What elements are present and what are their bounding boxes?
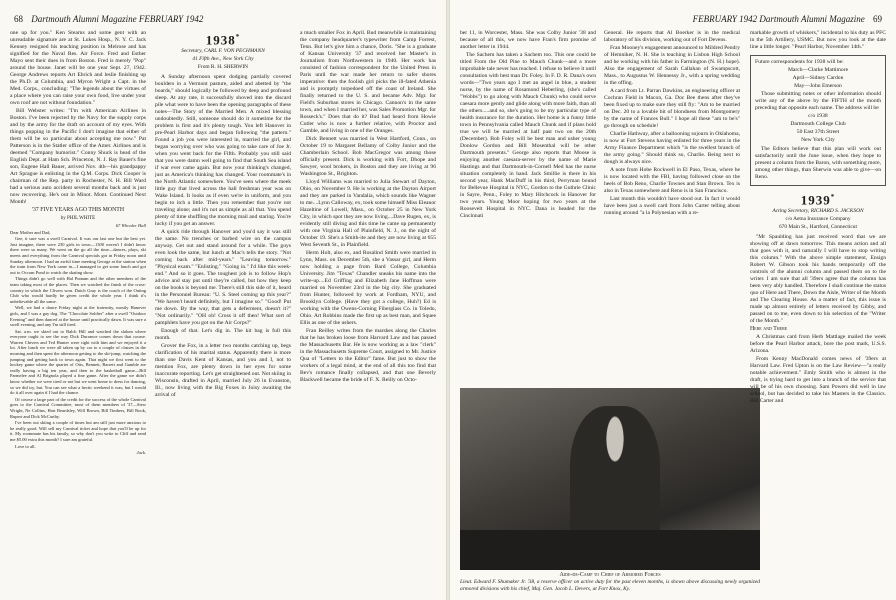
paragraph: A note from Hobe Rockwell in El Paso, Texas, where he is now located with the FBI, having followed close on the heels of Bob Reno, Charlie Townes and Stan Brown. Tex is also in Texas somewhere and Reno is in San Francisco.	[604, 167, 740, 194]
left-page-number: 68	[14, 14, 23, 24]
paragraph: a much smaller Fox in April. Bud meanwhile is maintaining the company headquarter's typewriter from Camp Forrest, Tenn. But let's give him a chance, Doris. "She is a graduate of Kansas University '37 and received her Master's in Journalism from Northwestern in 1940. Her work has consisted of fashion correspondent for the United Press in Paris until the war made her return to safer shores imperative: then the foolish girl picks the ill-fated Athenia and is promptly torpedoed off the coast of Ireland. She finally returned to the U. S. and became Adv. Mgr. for Field's Suburban stores in Chicago. Cannon's in the same town, and when I married her, was Sales Promotion Mgr. for Rosseck's." Does that do it? Bud had heard from Howie Cutler who is now a further relative, with Proctor and Gamble, and living in one of the Oranges.	[300, 30, 436, 134]
letter-signature: Jack.	[136, 450, 146, 456]
letter-paragraph: Gee, it sure was a swell Carnival. It was our last one but the best yet. Just imagine, there were 230 girls in town—1300 weren't I didn't know there were so many. We went on the go all the time—dances, plays, ski meets and everything from the Carnival specials got in Friday noon until Sunday afternoon. I had an awful time meeting George at the station when the train from New York came in—I managed to get some lunch and got out to Occom Pond to watch the skating show.	[10, 236, 146, 275]
paragraph: one up for you." Ken Stearns and some gent with an unreadable signature are at St. Lukes Hosp., N. Y. C. Jack Kenney resigned his teaching position in Melrose and has signified for the Naval Res. Air Force. Fred and Esther Mayo sent their dues in from Boston. Fred is merely "Pop" around the house. Janet will be one year Sept. 27, 1942. George Andrews reports Art Ehrich and leslie finishing up the Ph.D. at Columbia, and Myron Wright a Capt. in the Med. Corps., concluding: "The legends about the virtues of a place where you can raise your own food, live under your own roof are not without foundation."	[10, 30, 146, 106]
secretary-line: Secretary, CARL F. VON PECHMANN	[181, 48, 265, 55]
letter-salutation: Dear Mother and Dad,	[10, 229, 51, 235]
left-issue-date: FEBRUARY 1942	[138, 14, 204, 24]
class-year: 1938	[205, 32, 236, 48]
secretary-org: c/o Aetna Insurance Company	[785, 216, 851, 223]
box-address-line: New York City	[801, 137, 835, 143]
class-year: 1939	[800, 192, 831, 208]
left-column-1	[10, 30, 146, 596]
letter-paragraph: Love to all.	[15, 443, 36, 449]
paragraph: Last month this wouldn't have stood out. In fact it would have been just a swell card from John Carter telling about running around "a la Polynesian with a re-	[604, 196, 740, 216]
right-page	[450, 0, 896, 600]
paragraph: A Sunday afternoon spent dodging partially covered boulders in a Vermont pasture, aided and abetted by "the boards," should logically be followed by deep and profound sleep. At any rate, it successfully shoved into the discard pile what were to have been the opening paragraphs of these notes—The Story of the Married Men. A mixed blessing undoubtedly. Still, someone should do it sometime for the problem is first and it's plenty tough. You left Hanover in pre-Pearl Harbor days and began following "the pattern." Found a job you were interested in, married the girl, and began worrying over who was going to take care of Joe Jr. when you went back for the Fifth. Probably you still said that you were damn well going to find that South Sea island if war ever came again. But now your thinking's changed, just as America's thinking has changed. Your roommate's in the North Atlantic somewhere. You've seen where the meek little guy that lived across the hall freshman year was on Wake Island. It looks as if even we're in uniform, and you begin to itch a little. Then you remember that you're not traveling alone; and it's not as simple as all that. You spend plenty of time shuffling the morning mail and staring. You're lucky if you get an answer.	[155, 74, 291, 228]
photo-title: Aide-de-Camp to Chief of Armored Forces	[559, 572, 661, 578]
letter-paragraph: Things didn't go well with Hal Putnam and the other members of the team taking most of the places. Then we watched the finish of the cross-country in which the Clivers won. Dutch Gray is the coach of the Outing Club who would hardly be given credit the whole year. I think it's unbelievable all the same.	[10, 276, 146, 304]
paragraph: A quick ride through Hanover and you'd say it was still the same. No trenches or barbed wire on the campus anyway. Get out and stand around for a while. The guys even look the same, but lunch at Mac's tells the story. "Not coming back after mid-years." "Leaving tomorrow." "Physical exam." "Enlisting." "Going in." I'd like this week-end." And so it goes. The toughest job is to follow Hop's advice and stay put until they're called, but how they keep on the books is beyond me. There's still this side of it, heard in the Personnel Bureau: "U. S. Steel coming up this year?" "We haven't heard definitely, but I imagine so." "Good! Put me down. By the way, that gets a deferment, doesn't it?" "Not ordinarily." "OH oh! Cross it off then! What sort of pamphlets have you got on the Air Corps?"	[155, 229, 291, 327]
section-heading-here-and-there: Here and There	[750, 326, 788, 333]
box-address-line: 50 East 37th Street	[796, 129, 840, 135]
class-heading-1939	[750, 190, 886, 207]
left-column-2	[155, 30, 291, 596]
secretary-address: 670 Main St., Hartford, Connecticut	[778, 224, 857, 231]
paragraph: Lloyd Williams was married to Julia Stewart of Dayton, Ohio, on November 9. He is working at the Dayton Airport and they are parked in Vandalia, which sounds like Wagner to me....Lynn Calloway, ex, took some himself Miss Eleanor Hazeltine of Lowell, Mass., on October 25 in New York City, in which spot they are now living....Dave Rugen, ex, is evidently still diving and this time he came up permanently with one Virginia Hall of Plainfield, N. J., on the night of October 19. She's a Smith-ite and they are now living at 655 West Seventh St., in Plainfield.	[300, 179, 436, 248]
paragraph: Enough of that. Let's dig in. The kit bag is full this month.	[155, 328, 291, 342]
letter-paragraph: Of course a large part of the credit for the success of the whole Carnival goes to the Carnival Committee, most of them members of '37—Stew Wright, Ne Collins, Hart Beardsley, Will Brown, Bill Timbers, Bill Rook, Rupert and Dick McCarthy.	[10, 396, 146, 419]
letter-paragraph: I've been out skiing a couple of times but am still just more anxious to be really good. Will sell my Carnival ticket and hope that you'll be up for it. My roommate has his family, so why don't you write to Cliff and send me $5.00 extra this month? I sure am grateful.	[10, 420, 146, 442]
paragraph: markable growth of whiskers," incidental to his duty as PFC in the 5th Artillery, USMC. But now you look at the date line a little longer. "Pearl Harbor, November 14th."	[750, 30, 886, 50]
paragraph: Fran Reilley writes from the marshes along the Charles that he has broken loose from Harvard Law and has passed the Massachusetts Bar. He is now working as a law "clerk" in the Massachusetts Supreme Court, assigned to Mr. Justice Qua of "Letters to the Editor" fame. But just to show the workers of a legal mind, at the end of all this too find that Bev's romance finally collapsed, and that one Beverly Blackwell became the bride of F. X. Reilly on Octo-	[300, 328, 436, 383]
paragraph: "Mr Spaulding has just received word that we are showing off at dawn tomorrow. This means action and all that goes with it, and naturally I will have to stop writing this column." With the above simple statement, Ensign Robert W. Gibson took his hands temporarily off the controls of the alumni column and passed them on to the writer. I am sure that all '39ers agree that the column has been very ably handled. Therefore I shall continue the status quo of Here and There, Down the Aisle, Writer of the Month and The Clearing House. As a matter of fact, this issue is made up almost entirely of letters received by Gibby, and passed on to me, even down to his selection of the "Writer of the Month."	[750, 234, 886, 325]
paragraph: Dick Bennett was married in West Hartford, Conn., on October 19 to Margaret Bellamy of Colby Junior and the Chamberlain School. Bob MacGregor was among those officially present. Dick is working with Fort, Dhope and Sawyer, wool brokers, in Boston and they are living at 96 Washington St., Brighton.	[300, 136, 436, 177]
paragraph: A card from Lt. Parran Dawkins, an engineering officer at Cochran Field in Macon, Ga. Doc Bee thens after they've been fixed up to make sure they still fly: "Am to be married on Dec. 20 to a lovable bit of blondness from Montgomery by the name of Frances Bull." I hope all these "am to be's" go through on schedule!	[604, 88, 740, 129]
photo-caption-block	[460, 572, 760, 592]
box-list-item: March—Clarke Mattimore	[787, 67, 849, 73]
paragraph: Fran Mooney's engagement announced to Mildred Pendry of Hemniker, N. H. She is teaching in Lisbon High School and he working with his father in Farmington (N. H.) hope). Also the engagement of Sarah Callahan of Swampscott, Mass., to Augustus W. Hennessy Jr., with a spring wedding in the offing.	[604, 45, 740, 86]
paragraph: The Sachem has taken a Sachem too. This one could be titled From the Old Pine to Mauch Chunk—and a more improbable tale never has reached. I refuse to believe it until consultation with best man Dr. Foley. In F. D. R. Dana's own words—"Two years ago I met an angel in blue, a student nurse, by the name of Rosamond Heberling, (she's called "Wobbs") to go along with Mauch Chunk) who could serve caesara more gently and glide along with more faith, than all the others.....and so, she's going to be my particular type of health insurance for the duration. Her home is a funny little town in Pennsylvania called Mauch Chunk and if plans hold true we will be married at half past two on the 20th (December). Bob Foley will be best man and usher young Donlow Gordon and Bill Mosenthal will be other Dartmouth presents." George also reports that Moose is enjoying another caesara-server by the name of Marie Hastings and that Dartmouth-in-Cornell Med has the nurse situation completely in hand. Jack Smillie is there in his second year, Hank MacDuff in his third, Perryman bound for Bellevue Hospital in NYC, Gordon to the Guthrie Clinic in Sayre, Penn., Foley to Mary Hitchcock in Hanover for two years. Young Moor hoping for two years at the Roosevelt Hospital in NYC. Dana is headed for the Cincinnati	[460, 52, 596, 219]
left-page-header	[8, 14, 203, 24]
right-column-3	[750, 30, 886, 596]
letter-block	[10, 223, 146, 456]
photo-caption: Lieut. Edward F. Shumaker Jr. '38, a reserve officer on active duty for the past eleven months, is shown above discussing newly organized armored divisions with his chief, Maj. Gen. Jacob L. Devers, at Fort Knox, Ky.	[460, 578, 760, 592]
box-list-item: May—John Emerson	[794, 83, 842, 89]
secretary-address: 41 Fifth Ave., New York City	[192, 56, 254, 63]
paragraph: Grover the Fox, in a letter two months catching up, begs clarification of his marital status. Apparently there is more than one Davis Kent of Kansas, and you and I, not to mention Fox, are plenty down in her eyes for some inaccurate reporting. Let's get straightened out. Not skiing in Wisconsin, drafted in April, married July 26 in Evanston, Ill., now living with the Big Foxes in Joisy awaiting the arrival of	[155, 343, 291, 399]
box-address-line: c/o 1938	[808, 113, 828, 119]
left-column-3	[300, 30, 436, 596]
left-magazine-title: Dartmouth Alumni Magazine	[31, 14, 137, 24]
right-magazine-title: Dartmouth Alumni Magazine	[759, 14, 865, 24]
right-column-1	[460, 30, 596, 382]
right-column-2	[604, 30, 740, 382]
box-list-item: April—Sidney Cardon	[792, 75, 844, 81]
letter-address: 67 Whooler Hall	[115, 223, 146, 228]
letter-byline: by PHIL WHITE	[60, 216, 96, 221]
right-issue-date: FEBRUARY 1942	[692, 14, 758, 24]
correspondent-line: From R. H. SHERWIN	[197, 64, 249, 71]
letter-paragraph: Sat. a.m. we skied out to Balch Hill and watched the slalom where everyone ought to see the way Dick Durrance comes down that course. Warren Chivers and Ted Hunter were right with him and we enjoyed it a lot. After lunch we were all taken up by car to a couple of classes in the morning and then spent the afternoon getting to the ski-jump, watching the jumping and getting back to town again. That night we first went to the hockey game where the quartet of Otis, Bennett, Barrett and Gamble are really having a big ten year, and then to the basketball game—Bill Parmelee and Al Brignola played a fine game. After the game we didn't know whether we were tired or not but we went home to dress for dancing, so we did try, but. You can see what a hectic weekend it was; but I would do it all over again if I had the chance.	[10, 328, 146, 396]
paragraph: From Kenny MacDonald comes news of '39ers at Harvard Law. Fred Upton is on the Law Review—"a really notable achievement." Emly Smith who is almost in the draft, is trying hard to get into a branch of the service that will be of his own choosing. Sam Powers did well in law school, but has decided to take his Masters in the Classics. Bill Carter and	[750, 356, 886, 405]
photo-desk	[460, 530, 760, 570]
letter-paragraph: Well, we had a dance Friday night at the fraternity, mostly Hanover girls, and I was a gay dog. The "Chocolate Soldier" after a swell "Outdoor Evening" and then danced at the house until practically dawn. It was sure a swell evening, and any I'm still tired.	[10, 305, 146, 328]
right-page-number: 69	[873, 14, 882, 24]
class-star: *	[830, 193, 836, 201]
paragraph: A Christmas card from Herb Mattlage mailed the week before the Pearl Harbor attack, bore the post mark, U.S.S. Arizona.	[750, 334, 886, 355]
letter-heading: '37 FIVE YEARS AGO THIS MONTH	[31, 207, 125, 213]
class-star: *	[235, 33, 241, 41]
paragraph: General. He reports that Al Boerker is in the medical laboratory of his division, working out of Fort Devens.	[604, 30, 740, 43]
paragraph: Charlie Hathway, after a ballooning sojourn in Oklahoma, is now at Fort Stevens having enlisted for three years in the Army Finance Department which "is the swellest branch of the army going." Should think so, Charlie. Being next to dough is always nice.	[604, 131, 740, 165]
class-heading-1938	[155, 30, 291, 47]
paragraph: ber 11, in Worcester, Mass. She was Colby Junior '38 and because of all this, we now have Fran's firm promise of another letter in 1944.	[460, 30, 596, 50]
box-intro: Future correspondents for 1938 will be:	[755, 59, 844, 65]
left-page	[0, 0, 446, 600]
officer-photo	[460, 388, 760, 570]
correspondents-box	[750, 55, 886, 186]
editor-note: The Editors believe that this plan will work out satisfactorily until the June issue, when they hope to present a column from the Baron, with something more, among other things, than Sherwin was able to give—on Reno.	[755, 146, 881, 180]
box-body: Those submitting notes or other information should write any of the above by the FIFTH of the month preceding that opposite each name. The address will be	[755, 91, 881, 111]
secretary-line: Acting Secretary, RICHARD S. JACKSON	[772, 208, 864, 215]
paragraph: Bill Webster writes: "I'm with American Airlines in Boston. I've been rejected by the Navy for the supply corps and by the army for the draft on account of my eyes. With things popping in the Pacific I don't imagine that either of them will be so particular about accepting me now." Pat Patterson is in the Statler office of the Amer. Airlines and is deemed "Company humorist." Conny Shuck is head of the English Dept. at Ham Sch. Princeton, N. J. Ray Bauer's fine son, Eugene Hall Bauer, arrived Nov. 4th—his grandpappy Art Sprague is enlisting in the Q.M. Corps. Dick Cooper is chairman of the Rep. party in Rochester, N. H. Bill Ward had a serious auto accident several months back and is just now recovering. He's out in Minot. Mont. Continued Next Month!	[10, 108, 146, 205]
right-page-header	[693, 14, 888, 24]
box-address-line: Dartmouth College Club	[790, 121, 846, 127]
paragraph: Herm Holt, also ex, and Rosalind Smith were married in Lynn, Mass. on December 5th, she a Vassar girl, and Herm now holding a page from Bard College, Columbia University. Jim "Texas" Chandler sneaks his name into the write-up....Ed Griffing and Elizabeth Jane Hoffman were married on November 23rd in the big city. She graduated from Hunter, followed by work at Fordham, NYU, and Brooklyn College. (Have they got a college, Huh?) Ed is working with the Owens-Corning Fiberglass Co. in Toledo, Ohio. Art Robbins made the first up as best man, and Squee Ellis as one of the ushers.	[300, 250, 436, 326]
